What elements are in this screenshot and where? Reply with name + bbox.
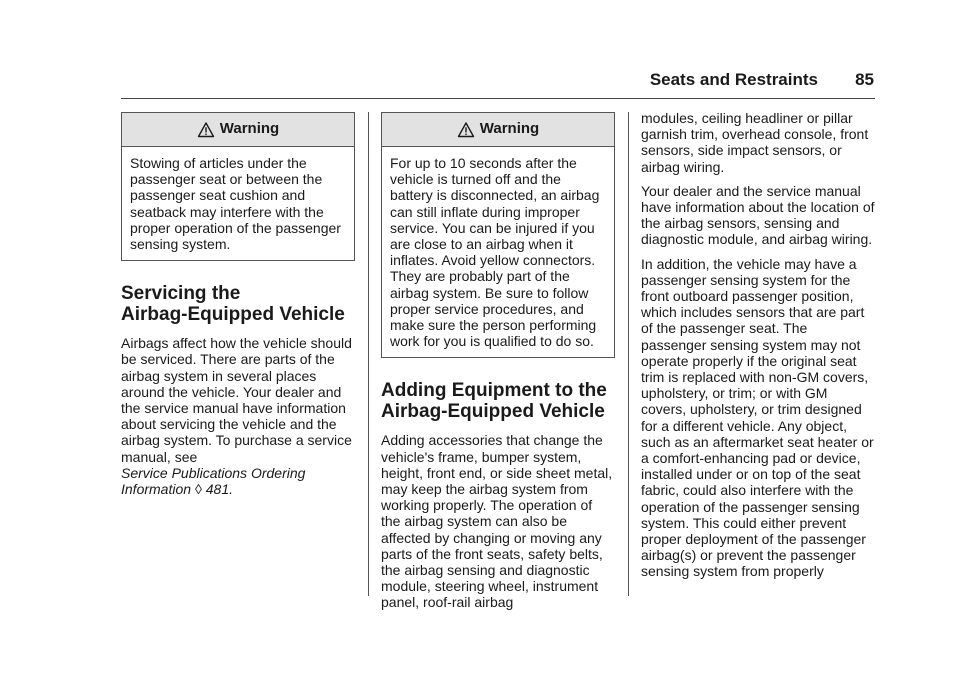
warning-header bbox=[122, 113, 354, 147]
warning-title: Warning bbox=[479, 120, 540, 138]
warning-icon bbox=[457, 121, 475, 139]
column-3 bbox=[641, 110, 875, 588]
body-paragraph bbox=[121, 335, 355, 497]
body-paragraph-1: modules, ceiling headliner or pillar garnish trim, overhead console, front sensors, side impact sensors, or airbag wiring. bbox=[641, 110, 869, 175]
link-page: 481. bbox=[205, 481, 233, 498]
heading-line-2: Airbag-Equipped Vehicle bbox=[381, 401, 605, 423]
warning-text: For up to 10 seconds after the vehicle is turned off and the battery is disconnected, an airbag can still inflate during improper service. You can be injured if you are close to an airbag when it inflates. Avoid yellow connectors. They are probably part of the airbag system. Be sure to follow proper service procedures, and make sure the person performing work for you is qualified to do so. bbox=[390, 155, 600, 350]
body-paragraph-3: In addition, the vehicle may have a passenger sensing system for the front outboard passenger position, which includes sensors that are part of the passenger seat. The passenger sensing system may not operate properly if the original seat trim is replaced with non-GM covers, upholstery, or trim; or with GM covers, upholstery, or trim designed for a different vehicle. Any object, such as an aftermarket seat heater or a comfort-enhancing pad or device, installed under or on top of the seat fabric, could also interfere with the operation of the passenger sensing system. This could either prevent proper deployment of the passenger airbag(s) or prevent the passenger sensing system from properly bbox=[641, 255, 874, 580]
body-paragraph-2: Your dealer and the service manual have information about the location of the airbag sensors, sensing and diagnostic module, and airbag wiring. bbox=[641, 182, 875, 248]
page-number: 85 bbox=[855, 70, 874, 89]
cross-reference-link[interactable] bbox=[121, 465, 305, 497]
section-heading bbox=[381, 380, 615, 422]
warning-text: Stowing of articles under the passenger seat or between the passenger seat cushion and seatback may interfere with the proper operation of the passenger sensing system. bbox=[130, 155, 341, 253]
page-header bbox=[0, 70, 874, 94]
header-rule bbox=[121, 98, 875, 99]
section-heading bbox=[121, 283, 355, 325]
link-line-2: Information bbox=[121, 481, 192, 498]
paragraph-text: Airbags affect how the vehicle should be serviced. There are parts of the airbag system in several places around the vehicle. Your dealer and the service manual have information about servicing the vehicle and the airbag system. To purchase a service manual, see bbox=[121, 335, 352, 465]
warning-icon bbox=[197, 121, 215, 139]
section-title: Seats and Restraints bbox=[649, 70, 818, 89]
column-1 bbox=[121, 112, 355, 505]
body-paragraph: Adding accessories that change the vehicle's frame, bumper system, height, front end, or side sheet metal, may keep the airbag system from working properly. The operation of the airbag system can also be affected by changing or moving any parts of the front seats, safety belts, the airbag sensing and diagnostic module, steering wheel, instrument panel, roof-rail airbag bbox=[381, 432, 613, 611]
heading-line-2: Airbag-Equipped Vehicle bbox=[121, 304, 345, 326]
column-divider-2 bbox=[628, 112, 629, 596]
warning-box bbox=[381, 112, 615, 358]
heading-line-1: Servicing the bbox=[121, 283, 241, 305]
heading-line-1: Adding Equipment to the bbox=[381, 380, 607, 402]
column-divider-1 bbox=[368, 112, 369, 596]
page-ref-icon: ◊ bbox=[194, 481, 202, 498]
warning-title: Warning bbox=[219, 120, 280, 138]
warning-header bbox=[382, 113, 614, 147]
link-line-1: Service Publications Ordering bbox=[121, 464, 306, 481]
warning-box bbox=[121, 112, 355, 261]
column-2 bbox=[381, 112, 615, 619]
